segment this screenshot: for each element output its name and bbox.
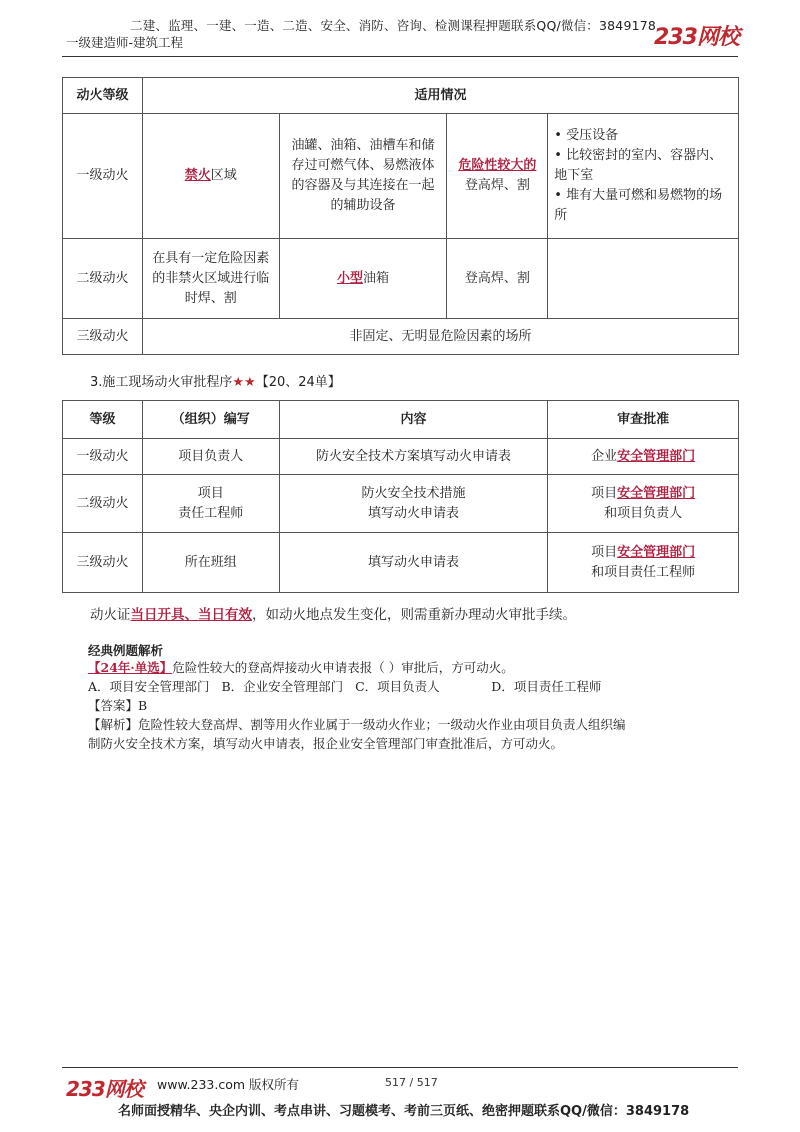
table1-header-level: 动火等级: [63, 78, 143, 114]
fire-level-table: [62, 77, 739, 355]
table1-row2-c2: 小型油箱: [279, 239, 447, 319]
table1-row1-c4: [548, 114, 739, 239]
table2-header-level: 等级: [63, 401, 143, 439]
list-item: • 堆有大量可燃和易燃物的场所: [554, 188, 723, 223]
table1-row2-level: 二级动火: [63, 239, 143, 319]
footer-logo: 233网校: [66, 1077, 143, 1101]
table1-row2-c4: [548, 239, 739, 319]
table2-row2-level: 二级动火: [63, 475, 143, 533]
table1-row1-level: 一级动火: [63, 114, 143, 239]
example-analysis: 【解析】危险性较大登高焊、割等用火作业属于一级动火作业；一级动火作业由项目负责人组织编: [88, 717, 626, 732]
example-heading: 经典例题解析: [88, 643, 164, 658]
table2-row3-approve: 项目安全管理部门 和项目责任工程师: [548, 533, 739, 593]
table2-header-content: 内容: [279, 401, 548, 439]
table2-row1-content: 防火安全技术方案填写动火申请表: [279, 439, 548, 475]
table-row: [63, 439, 739, 475]
brand-logo: 233网校: [654, 25, 739, 50]
table2-row1-org: 项目负责人: [142, 439, 279, 475]
table2-row3-content: 填写动火申请表: [279, 533, 548, 593]
table2-row1-level: 一级动火: [63, 439, 143, 475]
list-item: • 比较密封的室内、容器内、地下室: [554, 148, 723, 183]
table2-row1-approve: 企业安全管理部门: [548, 439, 739, 475]
table2-row2-org: 项目 责任工程师: [142, 475, 279, 533]
table2-header-approve: 审查批准: [548, 401, 739, 439]
approval-table: [62, 400, 739, 593]
table1-row1-c3: 危险性较大的 登高焊、割: [447, 114, 548, 239]
page-number: 517 / 517: [385, 1076, 438, 1089]
example-question: 【24年·单选】危险性较大的登高焊接动火申请表报（ ）审批后，方可动火。: [88, 660, 514, 675]
table-row: [63, 475, 739, 533]
list-item: • 受压设备: [554, 128, 619, 143]
example-analysis-cont: 制防火安全技术方案，填写动火申请表，报企业安全管理部门审查批准后，方可动火。: [88, 736, 564, 751]
table2-row2-approve: 项目安全管理部门 和项目负责人: [548, 475, 739, 533]
permit-note: 动火证当日开具、当日有效，如动火地点发生变化，则需重新办理动火审批手续。: [90, 607, 576, 623]
table2-header-org: （组织）编写: [142, 401, 279, 439]
footer-divider: [62, 1067, 738, 1068]
importance-stars: ★★: [232, 375, 256, 390]
footer-copyright: www.233.com 版权所有: [157, 1077, 299, 1092]
document-subtitle: 一级建造师-建筑工程: [66, 35, 184, 50]
table-row: [63, 533, 739, 593]
section-3-title: 3.施工现场动火审批程序★★【20、24单】: [90, 375, 341, 390]
table2-row3-level: 三级动火: [63, 533, 143, 593]
table1-row3-c1: 非固定、无明显危险因素的场所: [142, 319, 738, 355]
table1-row3-level: 三级动火: [63, 319, 143, 355]
table1-row1-list: [554, 126, 732, 226]
header-divider: [62, 56, 738, 57]
table2-row2-content: 防火安全技术措施 填写动火申请表: [279, 475, 548, 533]
table1-header-cases: 适用情况: [142, 78, 738, 114]
table1-row1-c1: 禁火区域: [142, 114, 279, 239]
table1-row2-c3: 登高焊、割: [447, 239, 548, 319]
example-answer: 【答案】B: [88, 698, 148, 713]
table1-row1-c2: 油罐、油箱、油槽车和储存过可燃气体、易燃液体的容器及与其连接在一起的辅助设备: [279, 114, 447, 239]
footer-contact-line: 名师面授精华、央企内训、考点串讲、习题模考、考前三页纸、绝密押题联系QQ/微信：3849178: [118, 1104, 690, 1119]
table1-row2-c1: 在具有一定危险因素的非禁火区域进行临时焊、割: [142, 239, 279, 319]
table2-row3-org: 所在班组: [142, 533, 279, 593]
example-options: A．项目安全管理部门 B．企业安全管理部门 C．项目负责人 D．项目责任工程师: [88, 679, 602, 694]
header-contact-line: 二建、监理、一建、一造、二造、安全、消防、咨询、检测课程押题联系QQ/微信：3849178: [130, 18, 657, 33]
